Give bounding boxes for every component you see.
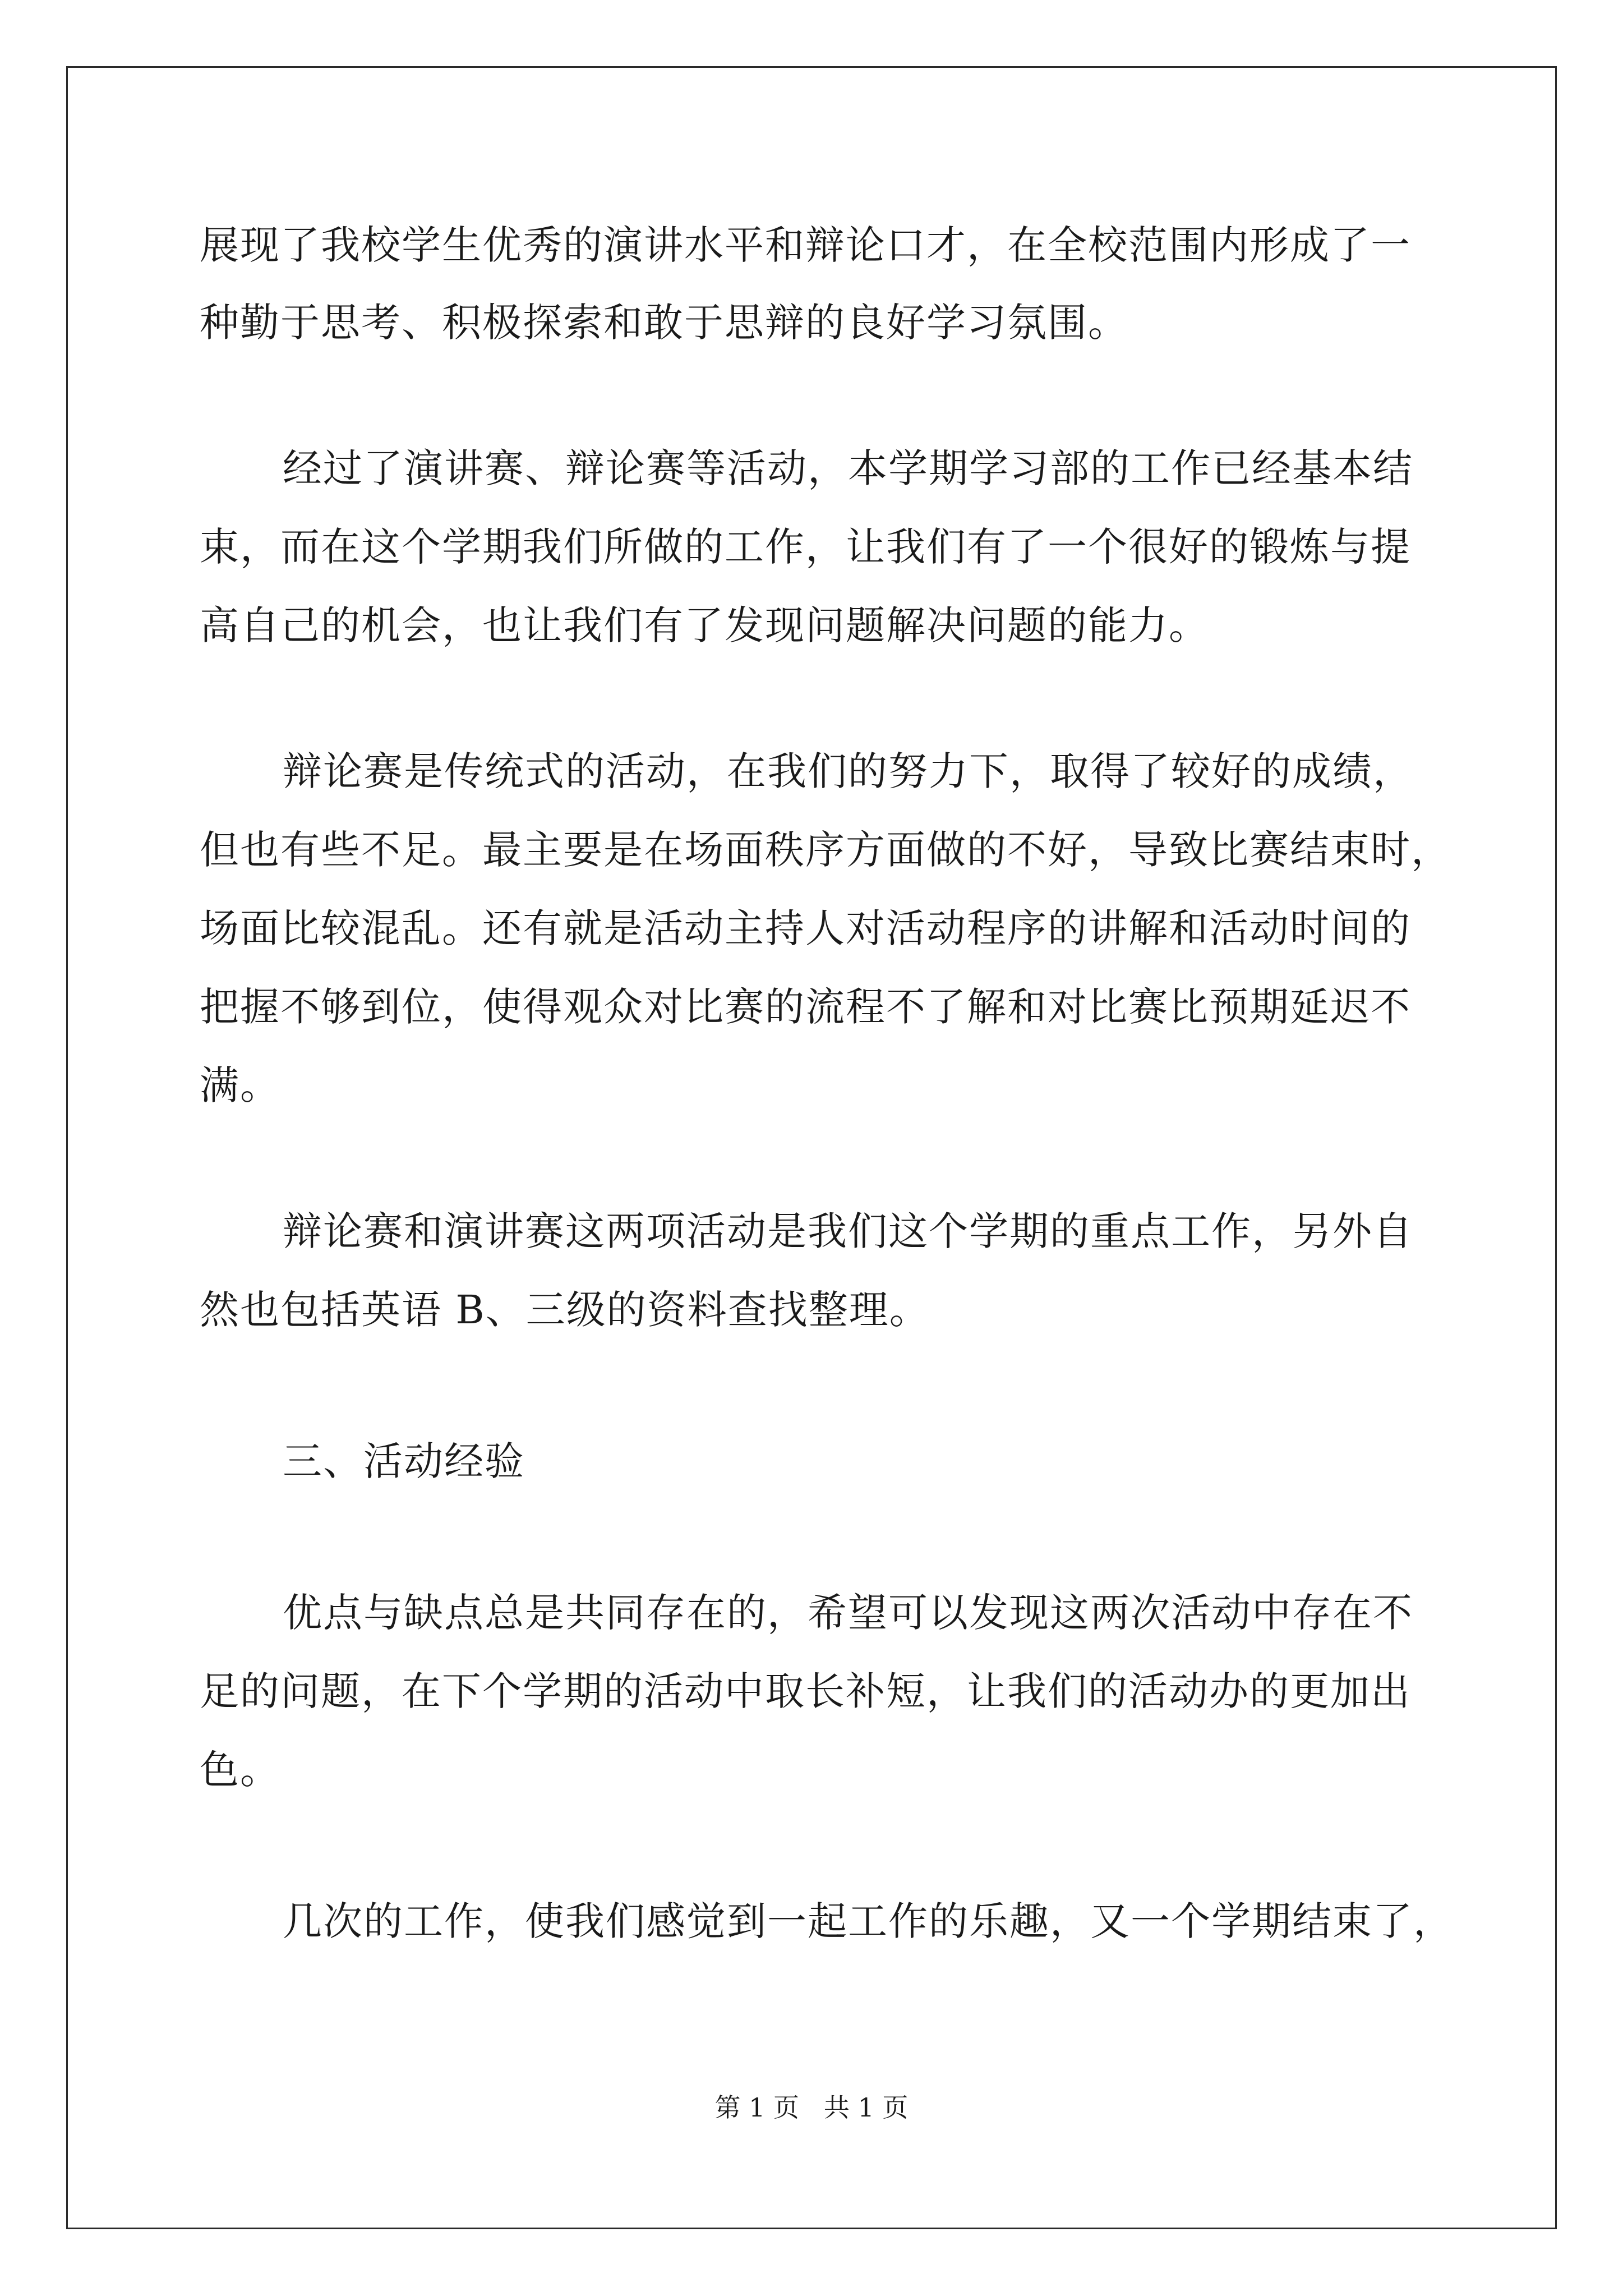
text-line: 优点与缺点总是共同存在的，希望可以发现这两次活动中存在不 — [283, 1590, 1413, 1636]
text-line: 辩论赛是传统式的活动，在我们的努力下，取得了较好的成绩， — [283, 748, 1413, 794]
text-line: 几次的工作，使我们感觉到一起工作的乐趣，又一个学期结束了， — [283, 1898, 1454, 1944]
text-line: 把握不够到位，使得观众对比赛的流程不了解和对比赛比预期延迟不 — [200, 984, 1411, 1030]
text-line: 辩论赛和演讲赛这两项活动是我们这个学期的重点工作，另外自 — [283, 1208, 1413, 1254]
text-line: 足的问题，在下个学期的活动中取长补短，让我们的活动办的更加出 — [200, 1668, 1411, 1714]
text-line: 满。 — [200, 1062, 280, 1108]
text-line: 束，而在这个学期我们所做的工作，让我们有了一个很好的锻炼与提 — [200, 524, 1411, 570]
section-heading: 三、活动经验 — [283, 1438, 525, 1484]
text-line: 高自己的机会，也让我们有了发现问题解决问题的能力。 — [200, 602, 1209, 648]
text-line: 场面比较混乱。还有就是活动主持人对活动程序的讲解和活动时间的 — [200, 905, 1411, 951]
text-line: 展现了我校学生优秀的演讲水平和辩论口才，在全校范围内形成了一 — [200, 222, 1411, 268]
text-line: 然也包括英语 B、三级的资料查找整理。 — [200, 1287, 930, 1333]
text-line: 经过了演讲赛、辩论赛等活动，本学期学习部的工作已经基本结 — [283, 445, 1413, 491]
text-line: 但也有些不足。最主要是在场面秩序方面做的不好，导致比赛结束时， — [200, 827, 1451, 873]
text-line: 种勤于思考、积极探索和敢于思辩的良好学习氛围。 — [200, 300, 1128, 346]
page-footer: 第 1 页 共 1 页 — [714, 2092, 909, 2123]
text-line: 色。 — [200, 1747, 280, 1793]
